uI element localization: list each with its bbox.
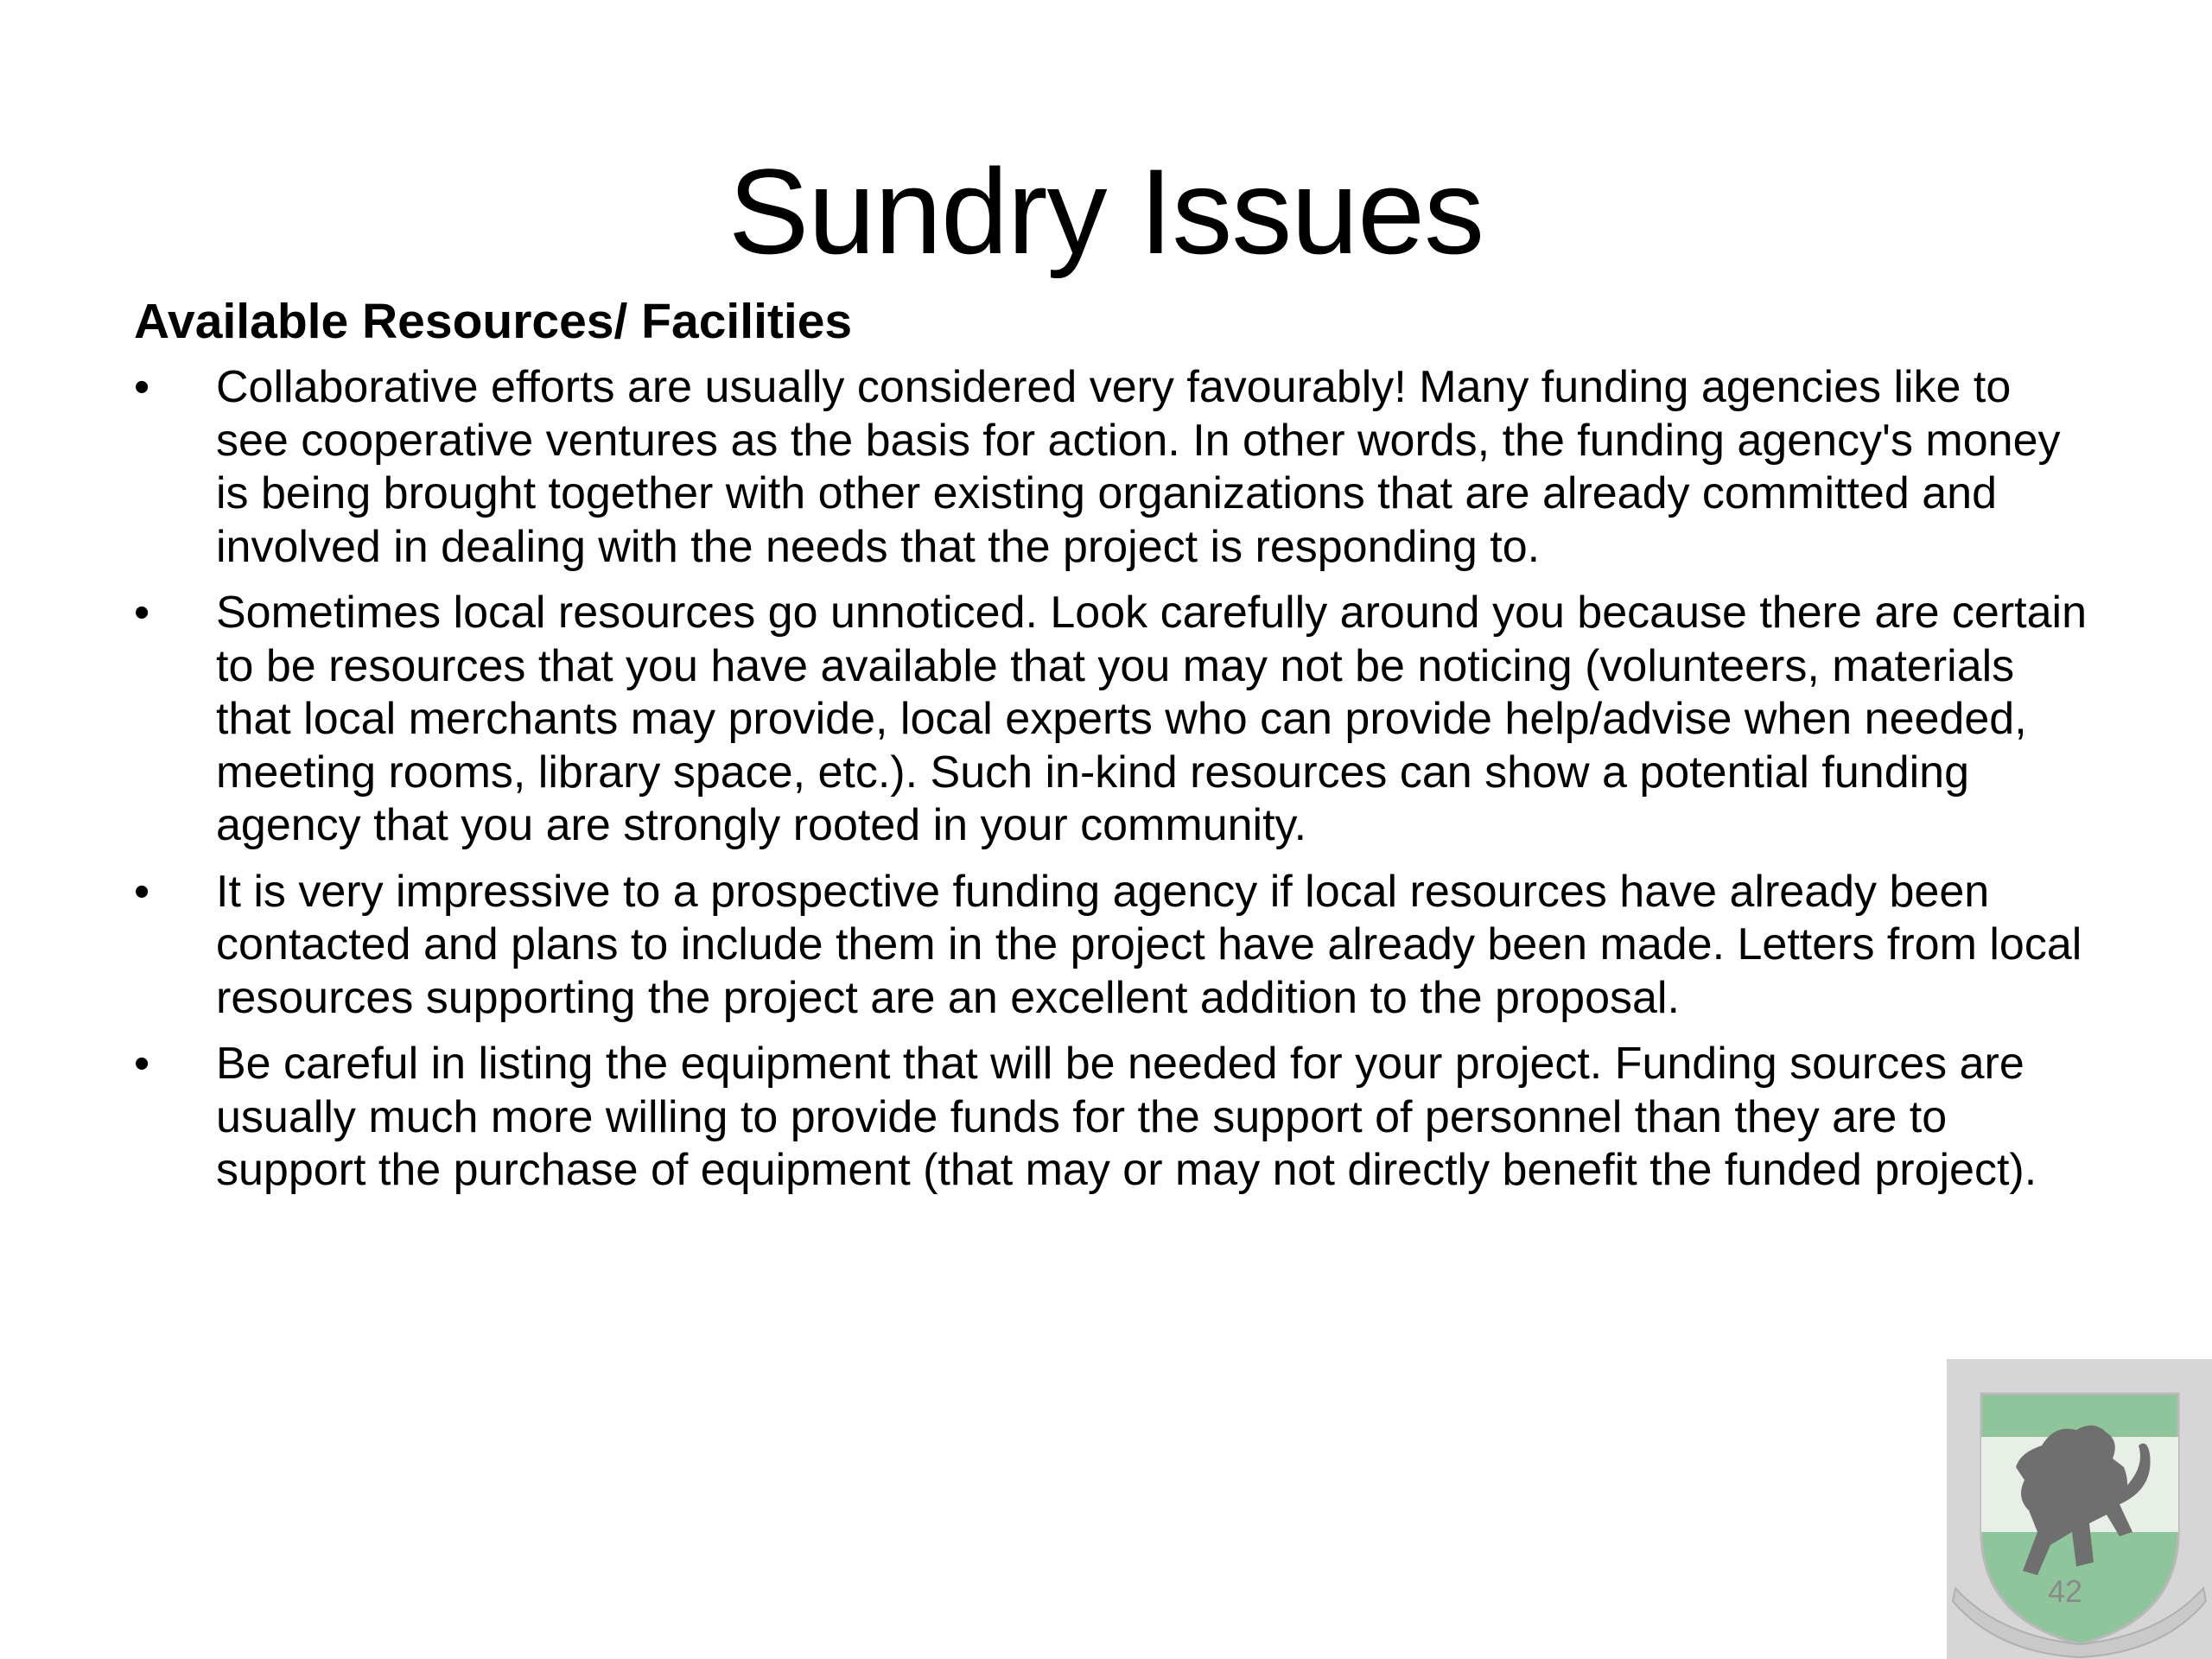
bullet-icon: • [134, 362, 150, 412]
bullet-text: Sometimes local resources go unnoticed. Look carefully around you because there are certain to be resources that you have available that you may not be noticing (volunteers, materials that local merchants may provide, local experts who can provide help/advise when needed, meeting rooms, library space, etc.). Such in-kind resources can show a potential funding agency that you are strongly rooted in your community. [216, 588, 2088, 850]
bullet-item [134, 587, 2087, 853]
bullet-icon: • [134, 588, 150, 638]
slide-title: Sundry Issues [728, 143, 1484, 279]
bullet-item [134, 1038, 2087, 1198]
university-crest-lion-shield-icon [1947, 1359, 2212, 1659]
section-subheading: Available Resources/ Facilities [134, 294, 853, 349]
bullet-list [134, 361, 2087, 1211]
bullet-icon: • [134, 866, 150, 917]
bullet-text: Collaborative efforts are usually considered very favourably! Many funding agencies like to see cooperative ventures as the basis for action. In other words, the funding agency's money is being brought together with other existing organizations that are already committed and involved in dealing with the needs that the project is responding to. [216, 362, 2061, 572]
bullet-text: Be careful in listing the equipment that will be needed for your project. Funding sources are usually much more willing to provide funds for the support of personnel than they are to support the purchase of equipment (that may or may not directly benefit the funded project). [216, 1039, 2037, 1195]
bullet-item [134, 361, 2087, 574]
bullet-item [134, 866, 2087, 1026]
bullet-text: It is very impressive to a prospective funding agency if local resources have already been contacted and plans to include them in the project have already been made. Letters from local resources supporting the project are an excellent addition to the proposal. [216, 866, 2082, 1023]
bullet-icon: • [134, 1039, 150, 1089]
page-number: 42 [2047, 1573, 2083, 1609]
